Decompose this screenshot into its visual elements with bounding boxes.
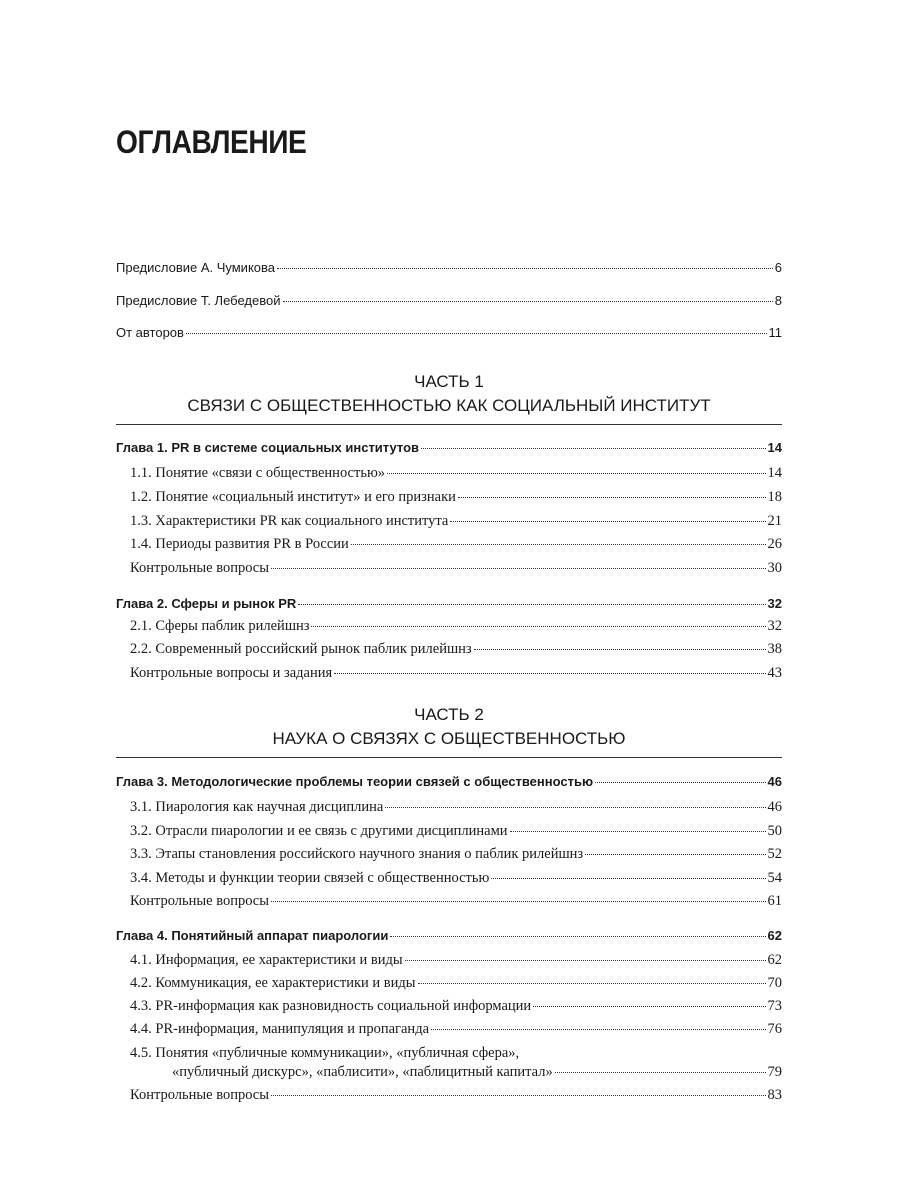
section-entry (116, 489, 782, 506)
section-entry (116, 665, 782, 682)
chapter-page: 14 (767, 440, 782, 455)
entry-label: От авторов (116, 325, 184, 340)
chapter-label: Глава 3. Методологические проблемы теории связей с общественностью (116, 774, 594, 789)
dot-leader (298, 604, 765, 605)
dot-leader (387, 473, 765, 474)
section-label: Контрольные вопросы и задания (130, 665, 333, 681)
section-label: 4.5. Понятия «публичные коммуникации», «публичная сфера», (130, 1045, 520, 1061)
section-label: 3.3. Этапы становления российского научного знания о паблик рилейшнз (130, 846, 584, 862)
section-entry (116, 893, 782, 910)
section-page: 32 (767, 618, 782, 634)
dot-leader (450, 521, 765, 522)
section-label: 2.1. Сферы паблик рилейшнз (130, 618, 310, 634)
part-title: СВЯЗИ С ОБЩЕСТВЕННОСТЬЮ КАК СОЦИАЛЬНЫЙ ИНСТИТУТ (187, 396, 711, 415)
dot-leader (277, 268, 773, 269)
entry-page: 11 (768, 325, 782, 340)
section-entry (116, 618, 782, 635)
chapter-entry (116, 928, 782, 943)
part-title: НАУКА О СВЯЗЯХ С ОБЩЕСТВЕННОСТЬЮ (272, 729, 626, 748)
dot-leader (431, 1029, 765, 1030)
section-entry (116, 799, 782, 816)
dot-leader (283, 301, 773, 302)
part-divider (116, 757, 782, 758)
section-page: 46 (767, 799, 782, 815)
dot-leader (311, 626, 765, 627)
section-entry (116, 536, 782, 553)
section-entry (116, 975, 782, 992)
section-label: 1.2. Понятие «социальный институт» и его признаки (130, 489, 456, 505)
section-page: 14 (767, 465, 782, 481)
section-page: 26 (767, 536, 782, 552)
section-entry (116, 1087, 782, 1104)
section-label: 3.1. Пиарология как научная дисциплина (130, 799, 384, 815)
section-entry (116, 846, 782, 863)
section-page: 50 (767, 823, 782, 839)
section-page: 62 (767, 952, 782, 968)
dot-leader (474, 649, 766, 650)
part-number: ЧАСТЬ 1 (414, 372, 484, 391)
entry-label: Предисловие А. Чумикова (116, 260, 276, 275)
chapter-entry (116, 596, 782, 611)
section-entry (116, 513, 782, 530)
section-page: 76 (767, 1021, 782, 1037)
section-page: 18 (767, 489, 782, 505)
section-entry (116, 560, 782, 577)
dot-leader (334, 673, 765, 674)
dot-leader (555, 1072, 766, 1073)
dot-leader (533, 1006, 765, 1007)
dot-leader (585, 854, 765, 855)
entry-label: Предисловие Т. Лебедевой (116, 293, 281, 308)
entry-page: 8 (774, 293, 782, 308)
section-entry-line1 (116, 1045, 782, 1062)
part-divider (116, 424, 782, 425)
section-page: 52 (767, 846, 782, 862)
section-entry (116, 465, 782, 482)
section-entry (116, 1021, 782, 1038)
section-label: Контрольные вопросы (130, 893, 269, 909)
dot-leader (351, 544, 766, 545)
section-page: 30 (767, 560, 782, 576)
section-label-continued: «публичный дискурс», «паблисити», «паблицитный капитал» (172, 1064, 553, 1080)
dot-leader (510, 831, 766, 832)
dot-leader (418, 983, 766, 984)
chapter-page: 32 (767, 596, 782, 611)
section-page: 73 (767, 998, 782, 1014)
toc-entry (116, 325, 782, 340)
dot-leader (491, 878, 765, 879)
section-page: 43 (767, 665, 782, 681)
section-page: 38 (767, 641, 782, 657)
dot-leader (405, 960, 766, 961)
section-page: 54 (767, 870, 782, 886)
dot-leader (271, 568, 766, 569)
section-label: 4.3. PR-информация как разновидность социальной информации (130, 998, 532, 1014)
chapter-label: Глава 1. PR в системе социальных институтов (116, 440, 420, 455)
section-page: 61 (767, 893, 782, 909)
section-label: 4.2. Коммуникация, ее характеристики и виды (130, 975, 416, 991)
dot-leader (186, 333, 767, 334)
section-page: 83 (767, 1087, 782, 1103)
section-label: Контрольные вопросы (130, 1087, 269, 1103)
entry-page: 6 (774, 260, 782, 275)
part-number: ЧАСТЬ 2 (414, 705, 484, 724)
chapter-label: Глава 4. Понятийный аппарат пиарологии (116, 928, 389, 943)
dot-leader (390, 936, 765, 937)
chapter-entry (116, 774, 782, 789)
section-entry (116, 641, 782, 658)
section-label: 1.1. Понятие «связи с общественностью» (130, 465, 386, 481)
chapter-label: Глава 2. Сферы и рынок PR (116, 596, 297, 611)
section-page: 79 (767, 1064, 782, 1080)
toc-page (116, 0, 782, 1200)
toc-entry (116, 260, 782, 275)
chapter-page: 46 (767, 774, 782, 789)
dot-leader (595, 782, 765, 783)
dot-leader (458, 497, 766, 498)
dot-leader (421, 448, 766, 449)
dot-leader (271, 901, 766, 902)
section-label: 1.4. Периоды развития PR в России (130, 536, 349, 552)
section-label: 3.4. Методы и функции теории связей с общественностью (130, 870, 490, 886)
section-label: 4.4. PR-информация, манипуляция и пропаганда (130, 1021, 430, 1037)
dot-leader (271, 1095, 766, 1096)
dot-leader (385, 807, 765, 808)
toc-entry (116, 293, 782, 308)
chapter-entry (116, 440, 782, 455)
section-label: 2.2. Современный российский рынок паблик рилейшнз (130, 641, 472, 657)
section-page: 21 (767, 513, 782, 529)
section-page: 70 (767, 975, 782, 991)
section-entry-line2 (116, 1064, 782, 1081)
page-title: ОГЛАВЛЕНИЕ (116, 124, 307, 160)
chapter-page: 62 (767, 928, 782, 943)
section-entry (116, 998, 782, 1015)
section-entry (116, 870, 782, 887)
section-entry (116, 823, 782, 840)
section-label: 3.2. Отрасли пиарологии и ее связь с другими дисциплинами (130, 823, 508, 839)
section-label: Контрольные вопросы (130, 560, 269, 576)
section-entry (116, 952, 782, 969)
section-label: 4.1. Информация, ее характеристики и виды (130, 952, 403, 968)
section-label: 1.3. Характеристики PR как социального института (130, 513, 449, 529)
